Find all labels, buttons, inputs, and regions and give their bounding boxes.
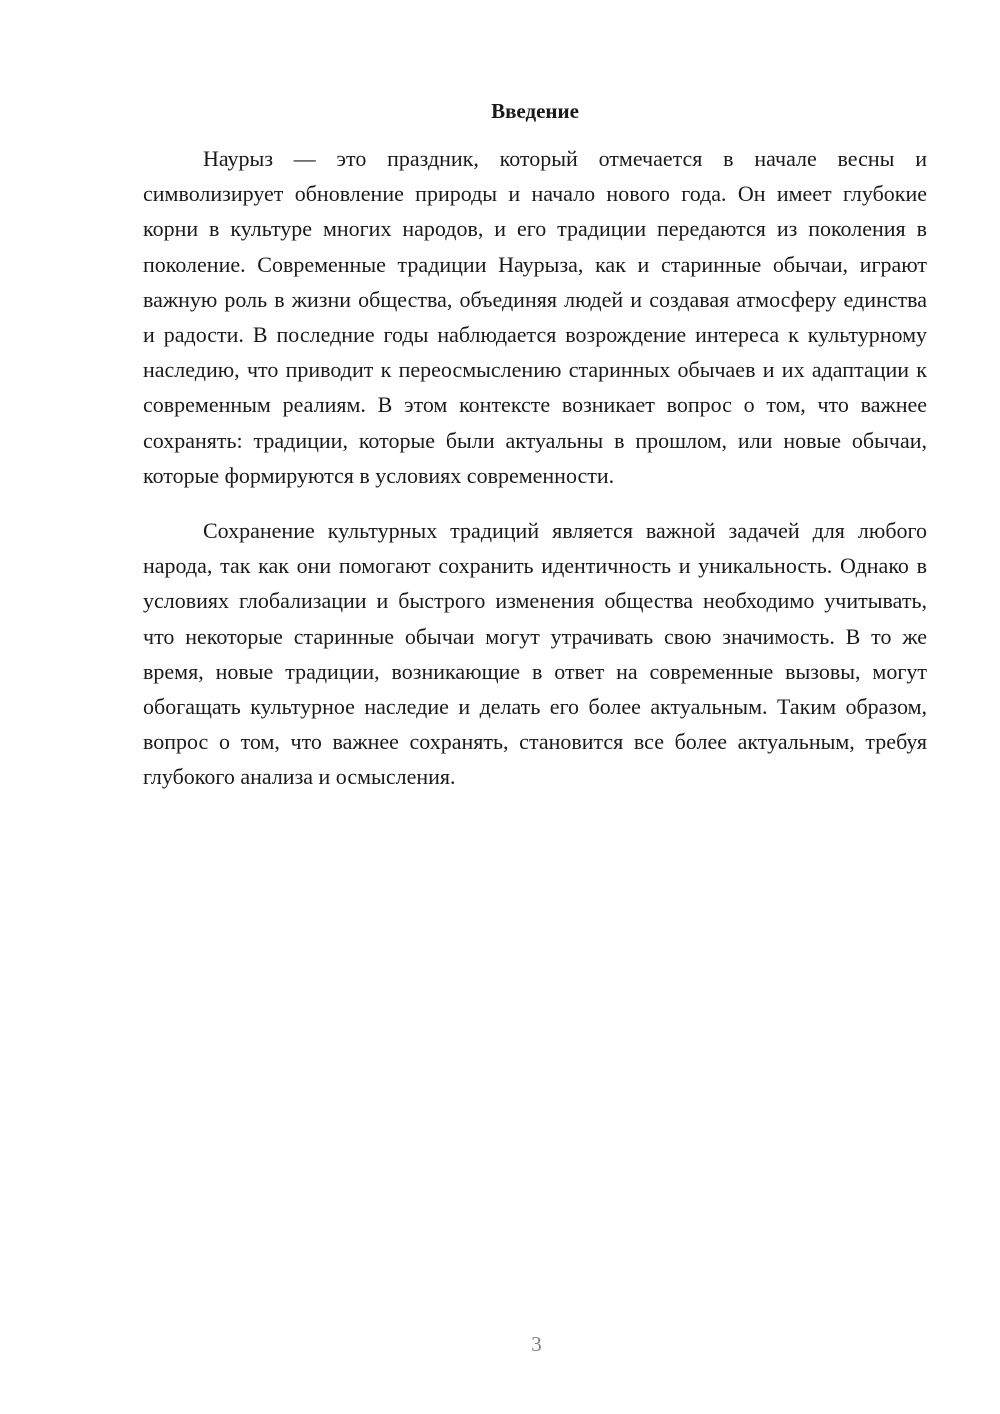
document-body [143,141,927,795]
paragraph-2: Сохранение культурных традиций является важной задачей для любого народа, так как они помогают сохранить идентичность и уникальность. Однако в условиях глобализации и быстрого изменения общества необходимо учитывать, что некоторые старинные обычаи могут утрачивать свою значимость. В то же время, новые традиции, возникающие в ответ на современные вызовы, могут обогащать культурное наследие и делать его более актуальным. Таким образом, вопрос о том, что важнее сохранять, становится все более актуальным, требуя глубокого анализа и осмысления. [143,518,927,790]
paragraph-1: Наурыз — это праздник, который отмечается в начале весны и символизирует обновление природы и начало нового года. Он имеет глубокие корни в культуре многих народов, и его традиции передаются из поколения в поколение. Современные традиции Наурыза, как и старинные обычаи, играют важную роль в жизни общества, объединяя людей и создавая атмосферу единства и радости. В последние годы наблюдается возрождение интереса к культурному наследию, что приводит к переосмыслению старинных обычаев и их адаптации к современным реалиям. В этом контексте возникает вопрос о том, что важнее сохранять: традиции, которые были актуальны в прошлом, или новые обычаи, которые формируются в условиях современности. [143,146,927,488]
page-number: 3 [531,1332,542,1356]
page-title: Введение [491,99,579,123]
